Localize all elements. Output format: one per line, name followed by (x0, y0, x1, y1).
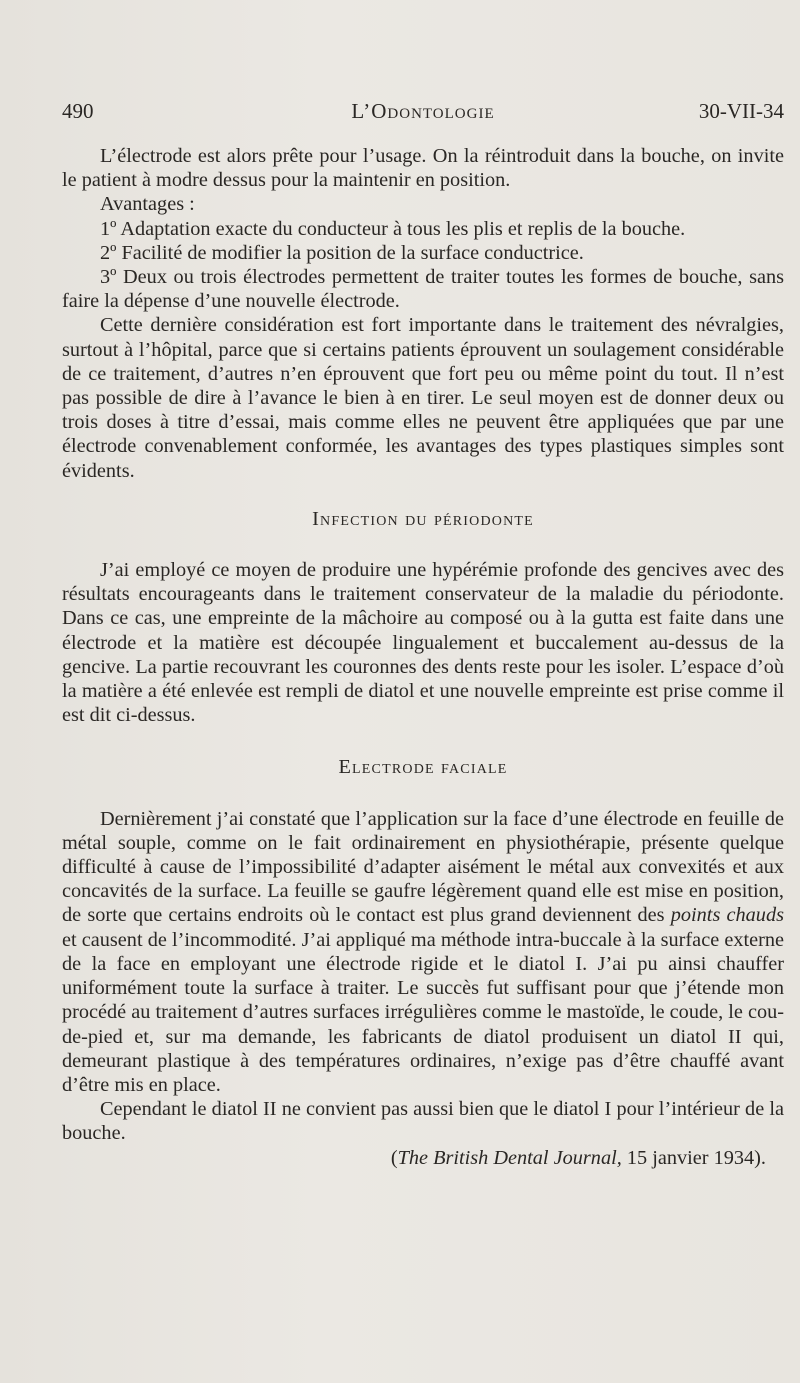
citation (62, 1146, 784, 1170)
paragraph-neuralgia: Cette dernière considération est fort importante dans le traitement des névralgies, surtout à l’hôpital, parce que si certains patients éprouvent un soulagement considérable de ce traitement, d’autres n’en éprouvent que fort peu ou même point du tout. Il n’est pas possible de dire à l’avance le bien à en tirer. Le seul moyen est de donner deux ou trois doses à titre d’essai, mais comme elles ne peuvent être appliquées que par une électrode convenablement conformée, les avantages des types plastiques simples sont évidents. (62, 314, 784, 482)
paragraph-electrode-ready: L’électrode est alors prête pour l’usage. On la réintroduit dans la bouche, on invite le patient à modre dessus pour la maintenir en position. (62, 145, 784, 192)
text-after-italic: et causent de l’incommodité. J’ai appliqué ma méthode intra-buccale à la surface externe de la face en employant une électrode rigide et le diatol I. J’ai pu ainsi chauffer uniformément toute la surface à traiter. Le succès fut suffisant pour que j’étende mon procédé au traitement d’autres surfaces irrégulières comme le mastoïde, le coude, le cou-de-pied et, sur ma demande, les fabricants de diatol produisent un diatol II qui, demeurant plastique à des températures ordinaires, n’exige pas d’être chauffé avant d’être mis en place. (62, 928, 784, 1096)
paragraph-electrode-faciale (62, 807, 784, 1097)
advantage-1: 1º Adaptation exacte du conducteur à tous les plis et replis de la bouche. (100, 217, 686, 240)
page-number: 490 (62, 99, 94, 123)
advantages-label: Avantages : (100, 193, 195, 216)
citation-source: The British Dental Journal, (397, 1146, 622, 1169)
article-body (62, 144, 784, 1170)
journal-title: L’Odontologie (351, 99, 495, 123)
italic-points-chauds: points chauds (670, 904, 784, 927)
advantage-3: 3º Deux ou trois électrodes permettent de traiter toutes les formes de bouche, sans faire la dépense d’une nouvelle électrode. (62, 266, 784, 313)
running-head (62, 96, 784, 126)
citation-open-paren: ( (390, 1146, 398, 1169)
section-title-periodonte: Infection du périodonte (312, 507, 534, 530)
paragraph-diatol-ii: Cependant le diatol II ne convient pas aussi bien que le diatol I pour l’intérieur de la bouche. (62, 1098, 784, 1145)
issue-date: 30-VII-34 (698, 99, 784, 123)
paragraph-periodonte: J’ai employé ce moyen de produire une hypérémie profonde des gencives avec des résultats encourageants dans le traitement conservateur de la maladie du périodonte. Dans ce cas, une empreinte de la mâchoire au composé ou à la gutta est faite dans une électrode et la matière est découpée lingualement et buccalement au-dessus de la gencive. La partie recouvrant les couronnes des dents reste pour les isoler. L’espace d’où la matière a été enlevée est rempli de diatol et une nouvelle empreinte est prise comme il est dit ci-dessus. (62, 559, 784, 727)
text-before-italic: Dernièrement j’ai constaté que l’application sur la face d’une électrode en feuille de métal souple, comme on le fait ordinairement en physiothérapie, présente quelque difficulté à cause de l’impossibilité d’adapter aisément le métal aux convexités et aux concavités de la surface. La feuille se gaufre légèrement quand elle est mise en position, de sorte que certains endroits où le contact est plus grand deviennent des (62, 807, 784, 927)
advantage-2: 2º Facilité de modifier la position de la surface conductrice. (100, 241, 584, 264)
section-title-electrode-faciale: Electrode faciale (338, 756, 508, 779)
citation-date: 15 janvier 1934). (626, 1146, 766, 1169)
